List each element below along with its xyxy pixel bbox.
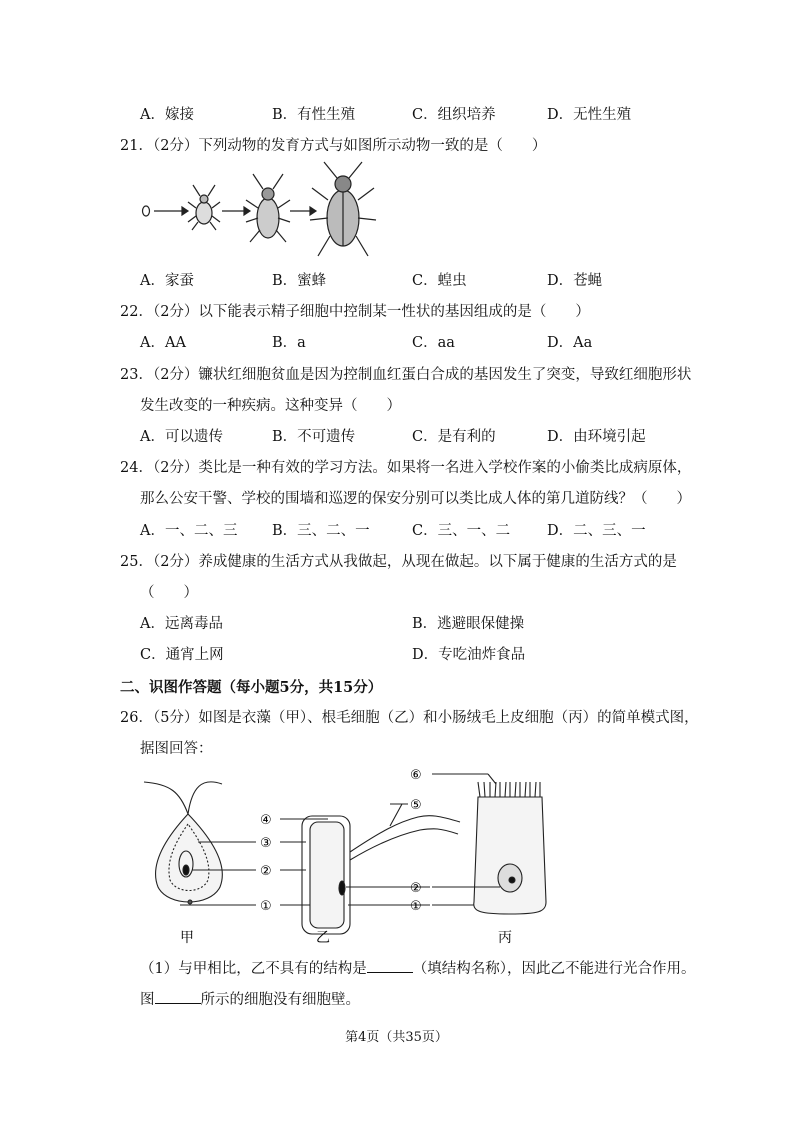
q20-option-d: D．无性生殖 — [547, 107, 632, 123]
nymph-large-icon — [246, 174, 290, 242]
q24-option-d: D．二、三、一 — [547, 523, 646, 539]
q23-option-c: C．是有利的 — [412, 429, 496, 445]
q21-stem: 21．（2分）下列动物的发育方式与如图所示动物一致的是（ ） — [120, 138, 547, 154]
q24-option-c: C．三、一、二 — [412, 523, 511, 539]
q25-stem-line1: 25．（2分）养成健康的生活方式从我做起，从现在做起。以下属于健康的生活方式的是 — [120, 554, 677, 570]
marker-1-yi: ① — [410, 899, 422, 914]
insect-life-cycle-figure — [138, 160, 388, 260]
q23-stem-line1: 23．（2分）镰状红细胞贫血是因为控制血红蛋白合成的基因发生了突变，导致红细胞形状 — [120, 367, 692, 383]
q26-sub1 — [140, 957, 695, 978]
cell-label-yi: 乙 — [316, 930, 330, 946]
q21-option-c: C．蝗虫 — [412, 273, 467, 289]
q21-option-d: D．苍蝇 — [547, 273, 603, 289]
marker-1-jia: ① — [260, 899, 272, 914]
marker-6-bing: ⑥ — [410, 768, 422, 783]
marker-2-yi: ② — [410, 881, 422, 896]
q26-sub2 — [140, 988, 360, 1009]
cell-diagram-figure — [140, 762, 560, 952]
adult-beetle-icon — [310, 162, 376, 256]
q25-option-b: B．逃避眼保健操 — [412, 616, 525, 632]
q21-option-b: B．蜜蜂 — [272, 273, 327, 289]
q23-option-d: D．由环境引起 — [547, 429, 646, 445]
q26-sub2-text-b: 所示的细胞没有细胞壁。 — [200, 992, 360, 1008]
q20-option-b: B．有性生殖 — [272, 107, 356, 123]
marker-4-yi: ④ — [260, 813, 272, 828]
q24-option-a: A．一、二、三 — [140, 523, 238, 539]
q25-stem-line2: （ ） — [140, 585, 198, 601]
q25-option-c: C．通宵上网 — [140, 647, 224, 663]
q24-stem-line2: 那么公安干警、学校的围墙和巡逻的保安分别可以类比成人体的第几道防线？（ ） — [140, 491, 691, 507]
answer-blank-2[interactable] — [155, 989, 201, 1004]
chlamydomonas-cell-icon — [144, 782, 222, 904]
marker-3-jia: ③ — [260, 836, 272, 851]
q23-option-b: B．不可遗传 — [272, 429, 356, 445]
q24-option-b: B．三、二、一 — [272, 523, 370, 539]
q25-option-a: A．远离毒品 — [140, 616, 223, 632]
root-hair-cell-icon — [302, 816, 460, 934]
egg-icon — [143, 206, 150, 216]
q21-option-a: A．家蚕 — [140, 273, 194, 289]
answer-blank-1[interactable] — [367, 958, 413, 973]
q22-option-b: B．a — [272, 335, 306, 351]
q20-option-c: C．组织培养 — [412, 107, 496, 123]
q22-stem: 22．（2分）以下能表示精子细胞中控制某一性状的基因组成的是（ ） — [120, 304, 590, 320]
q26-sub1-text-a: （1）与甲相比，乙不具有的结构是 — [140, 961, 367, 977]
cell-label-bing: 丙 — [498, 930, 512, 946]
q22-option-c: C．aa — [412, 335, 455, 351]
q26-sub1-text-b: （填结构名称），因此乙不能进行光合作用。 — [412, 961, 696, 977]
q22-option-a: A．AA — [140, 335, 186, 351]
q26-sub2-text-a: 图 — [140, 992, 155, 1008]
q20-option-a: A．嫁接 — [140, 107, 194, 123]
marker-2-jia: ② — [260, 864, 272, 879]
q23-stem-line2: 发生改变的一种疾病。这种变异（ ） — [140, 398, 401, 414]
marker-5-yi: ⑤ — [410, 798, 422, 813]
page-footer: 第4页（共35页） — [345, 1030, 448, 1045]
q26-stem-line1: 26．（5分）如图是衣藻（甲）、根毛细胞（乙）和小肠绒毛上皮细胞（丙）的简单模式图， — [120, 710, 699, 726]
q23-option-a: A．可以遗传 — [140, 429, 223, 445]
q22-option-d: D．Aa — [547, 335, 593, 351]
nymph-small-icon — [188, 185, 220, 230]
q24-stem-line1: 24．（2分）类比是一种有效的学习方法。如果将一名进入学校作案的小偷类比成病原体， — [120, 460, 692, 476]
q26-stem-line2: 据图回答： — [140, 741, 213, 757]
section-heading: 二、识图作答题（每小题5分，共15分） — [120, 679, 383, 696]
intestinal-epithelial-cell-icon — [474, 782, 546, 914]
q25-option-d: D．专吃油炸食品 — [412, 647, 526, 663]
cell-label-jia: 甲 — [180, 930, 194, 946]
